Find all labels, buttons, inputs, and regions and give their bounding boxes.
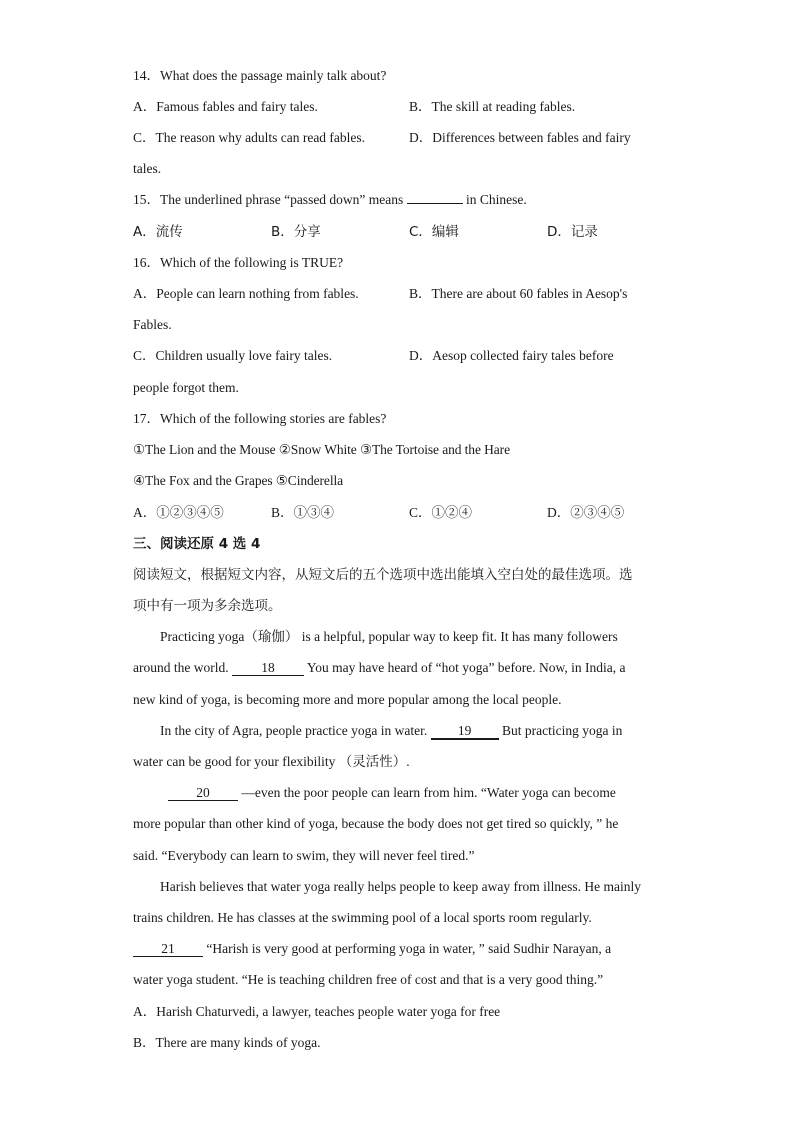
section-3-instructions-line-1: 阅读短文，根据短文内容，从短文后的五个选项中选出能填入空白处的最佳选项。选 [133,567,633,583]
answer-option-a: A．Harish Chaturvedi, a lawyer, teaches people water yoga for free [133,1004,501,1019]
q17-option-d: D．②③④⑤ [547,505,625,520]
passage-p3-line-1-tail: —even the poor people can learn from him. “Water yoga can become [238,785,616,800]
q16-option-d: D．Aesop collected fairy tales before [409,348,614,363]
passage-p2-line-1-text: In the city of Agra, people practice yoga in water. [160,723,431,738]
q17-option-c: C．①②④ [409,505,473,520]
passage-p4-line-4: water yoga student. “He is teaching children free of cost and that is a very good thing.” [133,972,604,987]
q17-story-list-2: ④The Fox and the Grapes ⑤Cinderella [133,473,344,488]
blank-21: 21 [133,941,203,957]
q16-option-b: B．There are about 60 fables in Aesop's [409,286,628,301]
q16-option-c: C．Children usually love fairy tales. [133,348,333,363]
q14-stem: 14．What does the passage mainly talk about? [133,68,387,83]
passage-p3-line-2: more popular than other kind of yoga, because the body does not get tired so quickly, ” he [133,816,619,831]
q17-option-a: A．①②③④⑤ [133,505,224,520]
q14-option-a: A．Famous fables and fairy tales. [133,99,318,114]
passage-p1-line-2-text: around the world. [133,660,232,675]
q14-option-d: D．Differences between fables and fairy [409,130,631,145]
passage-p3-line-1 [168,784,616,802]
q15-stem-text: 15．The underlined phrase “passed down” means [133,192,407,207]
passage-p1-line-1: Practicing yoga（瑜伽） is a helpful, popular way to keep fit. It has many followers [160,629,618,644]
passage-p4-line-3-tail: “Harish is very good at performing yoga in water, ” said Sudhir Narayan, a [203,941,612,956]
passage-p2-line-2: water can be good for your flexibility （灵活性）. [133,754,410,769]
passage-p4-line-1: Harish believes that water yoga really helps people to keep away from illness. He mainly [160,879,641,894]
q15-stem [133,191,527,209]
blank-20: 20 [168,785,238,801]
passage-p3-line-3: said. “Everybody can learn to swim, they will never feel tired.” [133,848,475,863]
q14-option-c: C．The reason why adults can read fables. [133,130,366,145]
blank-19: 19 [431,723,499,740]
passage-p1-line-2-tail: You may have heard of “hot yoga” before. Now, in India, a [303,660,626,675]
q17-story-list-1: ①The Lion and the Mouse ②Snow White ③The Tortoise and the Hare [133,442,510,457]
passage-p2-line-1 [160,722,622,740]
passage-p1-line-2 [133,659,626,677]
q16-option-b-continued: Fables. [133,317,172,332]
section-3-heading: 三、阅读还原 4 选 4 [133,536,261,552]
q15-option-a: A．流传 [133,224,183,240]
q14-option-b: B．The skill at reading fables. [409,99,576,114]
answer-option-b: B．There are many kinds of yoga. [133,1035,321,1050]
passage-p1-line-3: new kind of yoga, is becoming more and more popular among the local people. [133,692,562,707]
q15-answer-blank [407,203,463,204]
q16-option-d-continued: people forgot them. [133,380,239,395]
q14-option-d-continued: tales. [133,161,162,176]
q17-option-b: B．①③④ [271,505,335,520]
section-3-instructions-line-2: 项中有一项为多余选项。 [133,598,282,614]
q15-option-d: D．记录 [547,224,598,240]
blank-18: 18 [232,660,304,676]
q17-stem: 17．Which of the following stories are fables? [133,411,387,426]
passage-p4-line-2: trains children. He has classes at the swimming pool of a local sports room regularly. [133,910,592,925]
q15-option-b: B．分享 [271,224,321,240]
passage-p2-line-1-tail: But practicing yoga in [498,723,623,738]
q15-option-c: C．编辑 [409,224,459,240]
q16-stem: 16．Which of the following is TRUE? [133,255,344,270]
passage-p4-line-3 [133,940,611,958]
q16-option-a: A．People can learn nothing from fables. [133,286,359,301]
q15-stem-tail: in Chinese. [462,192,527,207]
